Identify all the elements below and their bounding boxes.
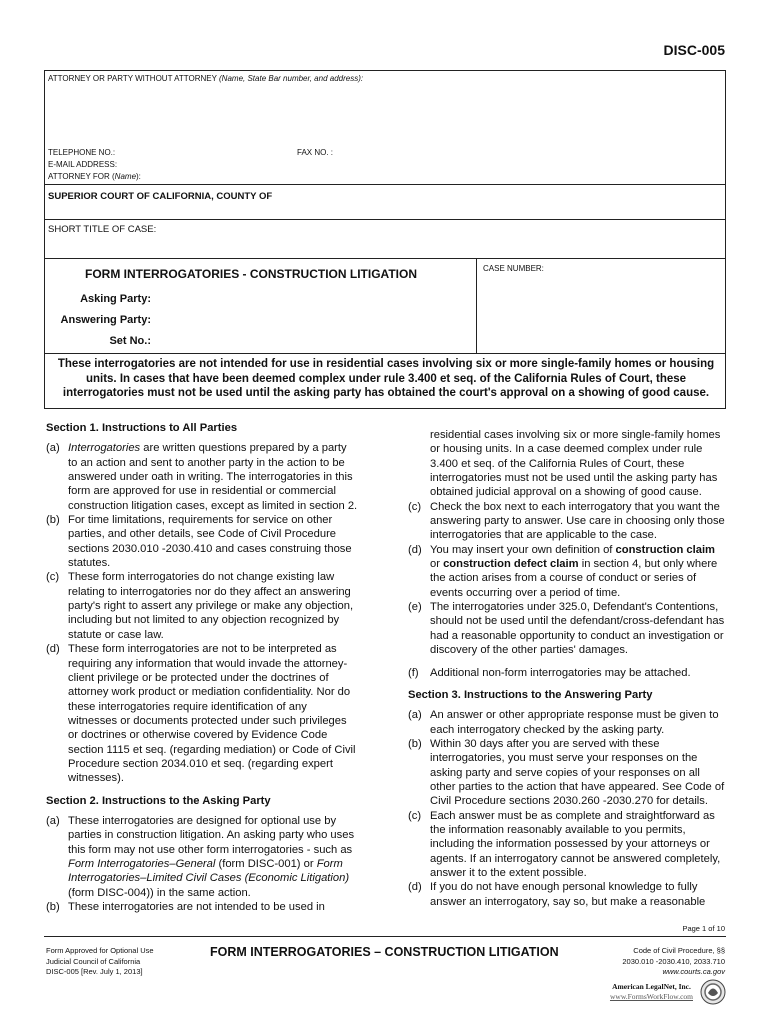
answering-party-label: Answering Party:: [60, 314, 151, 326]
s1-a-label: (a): [46, 442, 60, 455]
form-title: FORM INTERROGATORIES - CONSTRUCTION LITIGATION: [85, 267, 417, 281]
title-block: [44, 258, 477, 354]
s2-b-text: These interrogatories are not intended to be used in: [68, 901, 325, 913]
publisher-name: American LegalNet, Inc.: [612, 982, 691, 991]
form-number: DISC-005: [663, 42, 725, 58]
attorney-label-line: [48, 74, 363, 84]
attorney-label: ATTORNEY OR PARTY WITHOUT ATTORNEY: [48, 74, 217, 83]
s2-a-text1: These interrogatories are designed for optional use by parties in construction litigation. An asking party who uses this form may not use other form interrogatories - such as: [68, 814, 355, 856]
s2-f-label: (f): [408, 666, 419, 679]
short-title-block: [44, 219, 726, 259]
s1-c-text: These form interrogatories do not change existing law relating to interrogatories nor do they affect an answering party's right to assert any privilege or make any objection, including but not limited to any objection recognized by statute or case law.: [68, 571, 354, 641]
attorney-block: [44, 70, 726, 185]
s1-a-body: [68, 441, 358, 513]
s2-a-label: (a): [46, 814, 60, 827]
s1-b-label: (b): [46, 514, 60, 527]
s2-d-bold1: construction claim: [615, 543, 715, 556]
attorney-for-name: Name: [114, 172, 137, 181]
s2-e-text: The interrogatories under 325.0, Defendant's Contentions, should not be used until the defendant/cross-defendant has had a reasonable opportunity to conduct an investigation or discovery of the other parties' damages.: [430, 601, 725, 657]
s2-a-body: [68, 814, 358, 900]
case-number-block: [476, 258, 726, 354]
attorney-for-close: ):: [136, 172, 141, 181]
footer-title: FORM INTERROGATORIES – CONSTRUCTION LITIGATION: [210, 945, 559, 959]
s3-item-a: [408, 708, 726, 737]
s2-b-cont-text: residential cases involving six or more single-family homes or housing units. In a case deemed complex under rule 3.400 et seq. of the California Rules of Court, these interrogatories must not be used until the asking party has obtained judicial approval on a showing of good cause.: [430, 429, 721, 499]
footer-right: [622, 946, 725, 978]
footer-left: [46, 946, 154, 978]
s1-a-text: are written questions prepared by a party to an action and sent to another party in the action to be answered under oath in writing. The interrogatories in this form are approved for use in residential or commercial construction litigation cases, except as limited in section 2.: [68, 442, 358, 512]
set-no-label: Set No.:: [109, 335, 151, 347]
s2-e-label: (e): [408, 601, 422, 614]
s2-item-b: [46, 900, 358, 914]
s2-d-text3: in section 4, but only where the action arises from a course of conduct or series of events occurring over a period of time.: [430, 558, 718, 599]
s1-item-d: [46, 642, 358, 785]
s1-item-b: [46, 513, 358, 570]
s3-item-d: [408, 880, 726, 909]
attorney-for-line: [48, 172, 141, 182]
s1-item-c: [46, 570, 358, 642]
footer-left-line2: Judicial Council of California: [46, 956, 141, 966]
footer-right-line2: 2030.010 -2030.410, 2033.710: [622, 956, 725, 966]
attorney-hint: (Name, State Bar number, and address):: [219, 74, 364, 83]
s2-a-italic2: Form Interrogatories–Limited Civil Cases (Economic Litigation): [68, 857, 350, 885]
s2-f-text: Additional non-form interrogatories may be attached.: [430, 666, 691, 679]
s2-d-body: [430, 543, 726, 600]
s2-a-italic1: Form Interrogatories–General: [68, 857, 216, 870]
s2-item-e: [408, 600, 726, 657]
s3-d-label: (d): [408, 881, 422, 894]
footer-left-line3: DISC-005 [Rev. July 1, 2013]: [46, 967, 143, 976]
s3-c-text: Each answer must be as complete and straightforward as the information reasonably available to you permits, including the information possessed by your attorneys or agents. If an interrogatory cannot be answered completely, answer it to the extent possible.: [430, 809, 721, 879]
court-block: [44, 184, 726, 220]
s3-a-label: (a): [408, 709, 422, 722]
s3-item-c: [408, 809, 726, 881]
s1-d-label: (d): [46, 643, 60, 656]
s2-b-continuation: [408, 428, 726, 500]
s3-b-label: (b): [408, 737, 422, 750]
publisher-url[interactable]: www.FormsWorkFlow.com: [609, 992, 693, 1001]
s3-c-label: (c): [408, 809, 422, 822]
publisher-logo: [604, 978, 726, 1008]
asking-party-label: Asking Party:: [80, 293, 151, 305]
short-title-label: SHORT TITLE OF CASE:: [48, 224, 157, 235]
s2-d-label: (d): [408, 543, 422, 556]
court-label: SUPERIOR COURT OF CALIFORNIA, COUNTY OF: [48, 191, 273, 202]
page-number: Page 1 of 10: [682, 924, 725, 933]
left-column: [46, 421, 358, 914]
footer-divider: [44, 936, 726, 937]
section1-heading: Section 1. Instructions to All Parties: [46, 422, 238, 434]
footer-right-line3: www.courts.ca.gov: [662, 967, 725, 976]
s3-d-text: If you do not have enough personal knowledge to fully answer an interrogatory, say so, but make a reasonable: [430, 881, 706, 908]
s2-a-text2: (form DISC-001) or: [215, 857, 317, 870]
s2-d-bold2: construction defect claim: [443, 558, 579, 571]
right-column: [408, 428, 726, 909]
email-label: E-MAIL ADDRESS:: [48, 160, 118, 169]
s2-d-text1: You may insert your own definition of: [430, 543, 616, 556]
s1-b-text: For time limitations, requirements for service on other parties, and other details, see Code of Civil Procedure sections 2030.010 -2030.410 and cases construing those statutes.: [68, 514, 352, 570]
s2-c-label: (c): [408, 500, 422, 513]
notice-text: These interrogatories are not intended for use in residential cases involving six or more single-family homes or housing units. In cases that have been deemed complex under rule 3.400 et seq. of the California Rules of Court, these interrogatories must not be used until the asking party has obtained the court's approval on a showing of good cause.: [57, 358, 715, 399]
s2-item-f: [408, 666, 726, 680]
s2-item-d: [408, 543, 726, 600]
legalnet-seal-icon: [700, 979, 726, 1005]
telephone-label: TELEPHONE NO.:: [48, 148, 116, 157]
section2-heading: Section 2. Instructions to the Asking Party: [46, 794, 271, 807]
s3-b-text: Within 30 days after you are served with these interrogatories, you must serve your responses on the asking party and serve copies of your responses on all other parties to the action that have appeared. See Code of Civil Procedure sections 2030.260 -2030.270 for details.: [430, 737, 725, 808]
attorney-for-label: ATTORNEY FOR (: [48, 172, 115, 181]
s2-d-text2: or: [430, 558, 444, 571]
footer-right-line1: Code of Civil Procedure, §§: [633, 946, 725, 955]
fax-label: FAX NO. :: [297, 148, 334, 157]
case-number-label: CASE NUMBER:: [483, 264, 544, 273]
s2-a-text3: (form DISC-004)) in the same action.: [68, 886, 251, 899]
s2-item-a: [46, 814, 358, 900]
s1-d-text: These form interrogatories are not to be interpreted as requiring any information that would invade the attorney-client privilege or be protected under the doctrines of attorney work product or mediation confidentiality. Nor do these interrogatories require identification of any witnesses or documents protected under such privileges or doctrines or otherwise covered by Evidence Code section 1115 et seq. (regarding mediation) or Code of Civil Procedure section 2034.010 et seq. (regarding expert witnesses).: [68, 643, 356, 785]
s1-c-label: (c): [46, 571, 60, 584]
footer-left-line1: Form Approved for Optional Use: [46, 946, 154, 955]
s2-item-c: [408, 500, 726, 543]
s1-item-a: [46, 441, 358, 513]
s1-a-italic: Interrogatories: [68, 442, 141, 455]
s2-c-text: Check the box next to each interrogatory that you want the answering party to answer. Use care in choosing only those interrogatories that are applicable to the case.: [430, 500, 725, 542]
publisher-text: [604, 982, 699, 1002]
s3-item-b: [408, 737, 726, 809]
s2-b-label: (b): [46, 901, 60, 913]
s3-a-text: An answer or other appropriate response must be given to each interrogatory checked by the asking party.: [430, 709, 719, 736]
section3-heading: Section 3. Instructions to the Answering Party: [408, 688, 653, 701]
